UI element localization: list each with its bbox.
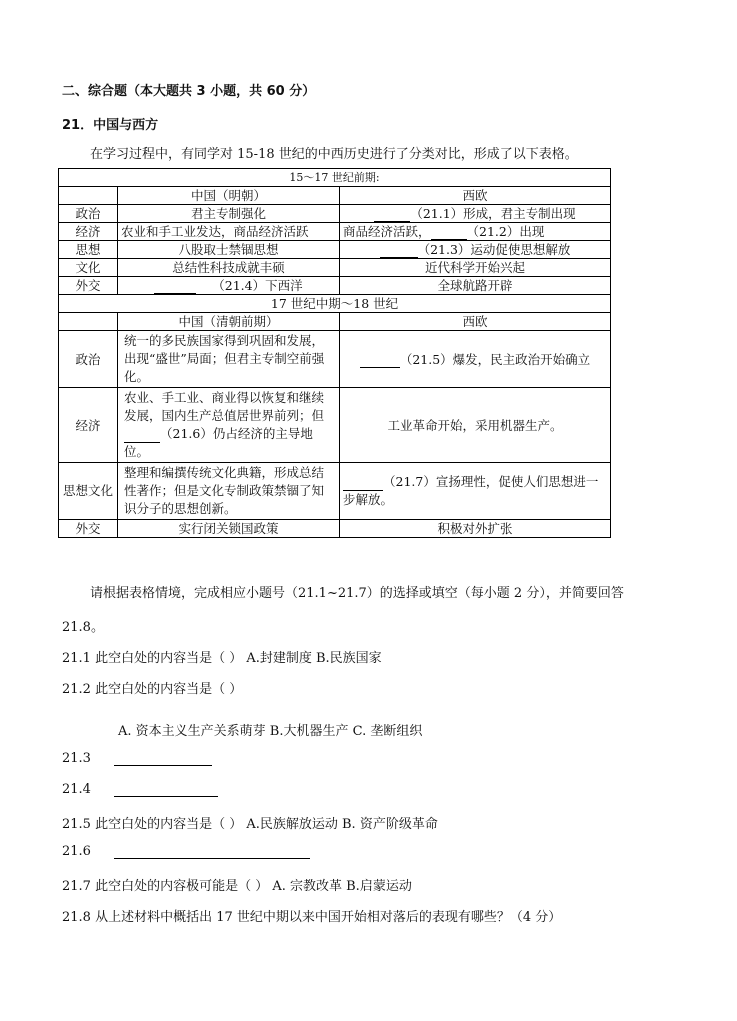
china-header: 中国（明朝） xyxy=(118,187,340,205)
period-header-row xyxy=(59,295,611,313)
table-row xyxy=(59,223,611,241)
table-row xyxy=(59,277,611,295)
section-title: 二、综合题（本大题共 3 小题，共 60 分） xyxy=(62,84,316,99)
west-cell: 积极对外扩张 xyxy=(340,520,611,538)
china-cell: 八股取士禁锢思想 xyxy=(118,241,340,259)
row-category: 经济 xyxy=(59,388,118,463)
row-category: 政治 xyxy=(59,205,118,223)
china-cell: 实行闭关锁国政策 xyxy=(118,520,340,538)
history-comparison-table xyxy=(58,168,611,538)
period1-header: 15～17 世纪前期: xyxy=(59,169,611,187)
blank-21-3[interactable] xyxy=(380,243,418,258)
blank-21-6[interactable] xyxy=(124,428,160,443)
west-cell: （21.7）宣扬理性，促使人们思想进一步解放。 xyxy=(340,463,611,520)
table-row xyxy=(59,388,611,463)
china-cell: （21.4）下西洋 xyxy=(118,277,340,295)
question-21-4-label: 21.4 xyxy=(62,782,91,797)
west-cell: 工业革命开始，采用机器生产。 xyxy=(340,388,611,463)
question-21-8: 21.8 从上述材料中概括出 17 世纪中期以来中国开始相对落后的表现有哪些？（4 分） xyxy=(62,910,562,925)
question-21-2-options: A. 资本主义生产关系萌芽 B.大机器生产 C. 垄断组织 xyxy=(118,724,423,739)
china-cell: 农业、手工业、商业得以恢复和继续发展，国内生产总值居世界前列；但（21.6）仍占经济的主导地位。 xyxy=(118,388,340,463)
question-21-5: 21.5 此空白处的内容当是（ ） A.民族解放运动 B. 资产阶级革命 xyxy=(62,817,438,832)
west-cell: （21.5）爆发，民主政治开始确立 xyxy=(340,331,611,388)
west-cell: 全球航路开辟 xyxy=(340,277,611,295)
china-header: 中国（清朝前期） xyxy=(118,313,340,331)
question-21-1: 21.1 此空白处的内容当是（ ） A.封建制度 B.民族国家 xyxy=(62,651,382,666)
china-cell: 整理和编撰传统文化典籍，形成总结性著作；但是文化专制政策禁锢了知识分子的思想创新。 xyxy=(118,463,340,520)
intro-text: 在学习过程中，有同学对 15-18 世纪的中西历史进行了分类对比，形成了以下表格。 xyxy=(90,147,578,162)
answer-line-21-3[interactable] xyxy=(114,765,212,766)
answer-line-21-6[interactable] xyxy=(114,858,310,859)
west-header: 西欧 xyxy=(340,313,611,331)
table-row xyxy=(59,241,611,259)
west-header: 西欧 xyxy=(340,187,611,205)
question-21-3-label: 21.3 xyxy=(62,751,91,766)
table-row xyxy=(59,205,611,223)
west-cell: 近代科学开始兴起 xyxy=(340,259,611,277)
question-21-7: 21.7 此空白处的内容极可能是（ ） A. 宗教改革 B.启蒙运动 xyxy=(62,879,412,894)
question-21-6-label: 21.6 xyxy=(62,844,91,859)
china-cell: 统一的多民族国家得到巩固和发展，出现“盛世”局面；但君主专制空前强化。 xyxy=(118,331,340,388)
column-header-row xyxy=(59,313,611,331)
row-category: 外交 xyxy=(59,520,118,538)
instruction-text-cont: 21.8。 xyxy=(62,620,104,635)
row-category: 文化 xyxy=(59,259,118,277)
row-category: 经济 xyxy=(59,223,118,241)
question-title: 21．中国与西方 xyxy=(62,118,159,133)
china-cell: 农业和手工业发达，商品经济活跃 xyxy=(118,223,340,241)
blank-21-5[interactable] xyxy=(360,353,400,368)
blank-21-2[interactable] xyxy=(431,225,467,240)
blank-21-1[interactable] xyxy=(374,207,410,222)
question-21-2: 21.2 此空白处的内容当是（ ） xyxy=(62,682,243,697)
china-cell: 君主专制强化 xyxy=(118,205,340,223)
blank-21-7[interactable] xyxy=(343,476,383,491)
table-row xyxy=(59,331,611,388)
period2-header: 17 世纪中期～18 世纪 xyxy=(59,295,611,313)
blank-21-4[interactable] xyxy=(154,279,196,294)
row-category: 思想 xyxy=(59,241,118,259)
period-header-row xyxy=(59,169,611,187)
table-row xyxy=(59,259,611,277)
row-category: 政治 xyxy=(59,331,118,388)
column-header-row xyxy=(59,187,611,205)
instruction-text: 请根据表格情境，完成相应小题号（21.1~21.7）的选择或填空（每小题 2 分），并简要回答 xyxy=(90,586,624,601)
china-cell: 总结性科技成就丰硕 xyxy=(118,259,340,277)
table-row xyxy=(59,520,611,538)
answer-line-21-4[interactable] xyxy=(114,796,218,797)
table-row xyxy=(59,463,611,520)
row-category: 外交 xyxy=(59,277,118,295)
west-cell: 商品经济活跃， （21.2）出现 xyxy=(340,223,611,241)
row-category: 思想文化 xyxy=(59,463,118,520)
west-cell: （21.3）运动促使思想解放 xyxy=(340,241,611,259)
west-cell: （21.1）形成，君主专制出现 xyxy=(340,205,611,223)
